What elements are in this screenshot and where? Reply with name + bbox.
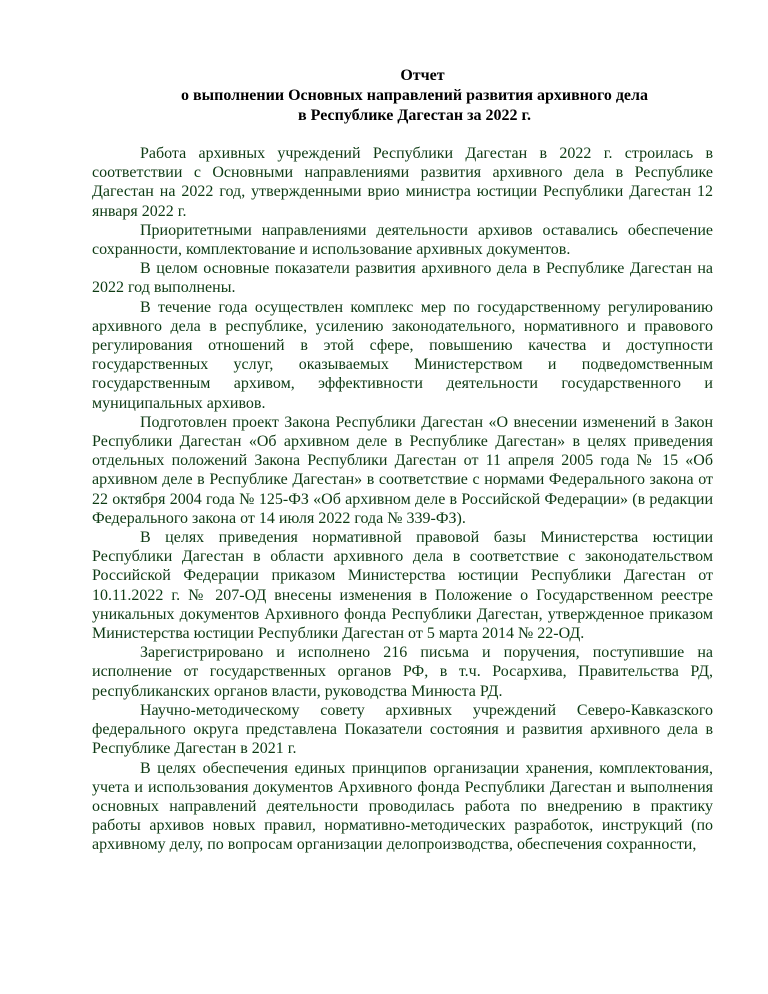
- title-line-2: о выполнении Основных направлений развития архивного дела: [180, 87, 649, 104]
- document-title: [92, 66, 713, 126]
- paragraph: В течение года осуществлен комплекс мер по государственному регулированию архивного дела в республике, усилению законодательного, нормативного и правового регулирования отношений в этой сфере, повышению качества и доступности государственных услуг, оказываемых Министерством и подведомственным государственным архивом, эффективности деятельности государственного и муниципальных архивов.: [92, 298, 713, 412]
- paragraph: В целях приведения нормативной правовой базы Министерства юстиции Республики Дагестан в области архивного дела в соответствие с законодательством Российской Федерации приказом Министерства юстиции Республики Дагестан от 10.11.2022 г. № 207-ОД внесены изменения в Положение о Государственном реестре уникальных документов Архивного фонда Республики Дагестан, утвержденное приказом Министерства юстиции Республики Дагестан от 5 марта 2014 № 22-ОД.: [92, 529, 713, 643]
- paragraph: Подготовлен проект Закона Республики Дагестан «О внесении изменений в Закон Республики Дагестан «Об архивном деле в Республике Дагестан» в целях приведения отдельных положений Закона Республики Дагестан от 11 апреля 2005 года № 15 «Об архивном деле в Республике Дагестан» в соответствие с нормами Федерального закона от 22 октября 2004 года № 125-ФЗ «Об архивном деле в Российской Федерации» (в редакции Федерального закона от 14 июля 2022 года № 339-ФЗ).: [92, 413, 713, 527]
- paragraph: Работа архивных учреждений Республики Дагестан в 2022 г. строилась в соответствии с Основными направлениями развития архивного дела в Республике Дагестан на 2022 год, утвержденными врио министра юстиции Республики Дагестан 12 января 2022 г.: [92, 145, 713, 220]
- title-line-3: в Республике Дагестан за 2022 г.: [298, 107, 531, 124]
- paragraph: В целях обеспечения единых принципов организации хранения, комплектования, учета и использования документов Архивного фонда Республики Дагестан и выполнения основных направлений деятельности проводилась работа по внедрению в практику работы архивов новых правил, нормативно-методических разработок, инструкций (по архивному делу, по вопросам организации делопроизводства, обеспечения сохранности,: [92, 759, 713, 854]
- paragraph: Приоритетными направлениями деятельности архивов оставались обеспечение сохранности, комплектование и использование архивных документов.: [92, 221, 713, 259]
- title-line-1: Отчет: [400, 67, 445, 84]
- paragraph: Научно-методическому совету архивных учреждений Северо-Кавказского федерального округа представлена Показатели состояния и развития архивного дела в Республике Дагестан в 2021 г.: [92, 701, 713, 758]
- paragraph: Зарегистрировано и исполнено 216 письма и поручения, поступившие на исполнение от государственных органов РФ, в т.ч. Росархива, Правительства РД, республиканских органов власти, руководства Минюста РД.: [92, 644, 713, 700]
- document-body: [92, 144, 713, 855]
- paragraph: В целом основные показатели развития архивного дела в Республике Дагестан на 2022 год выполнены.: [92, 260, 713, 297]
